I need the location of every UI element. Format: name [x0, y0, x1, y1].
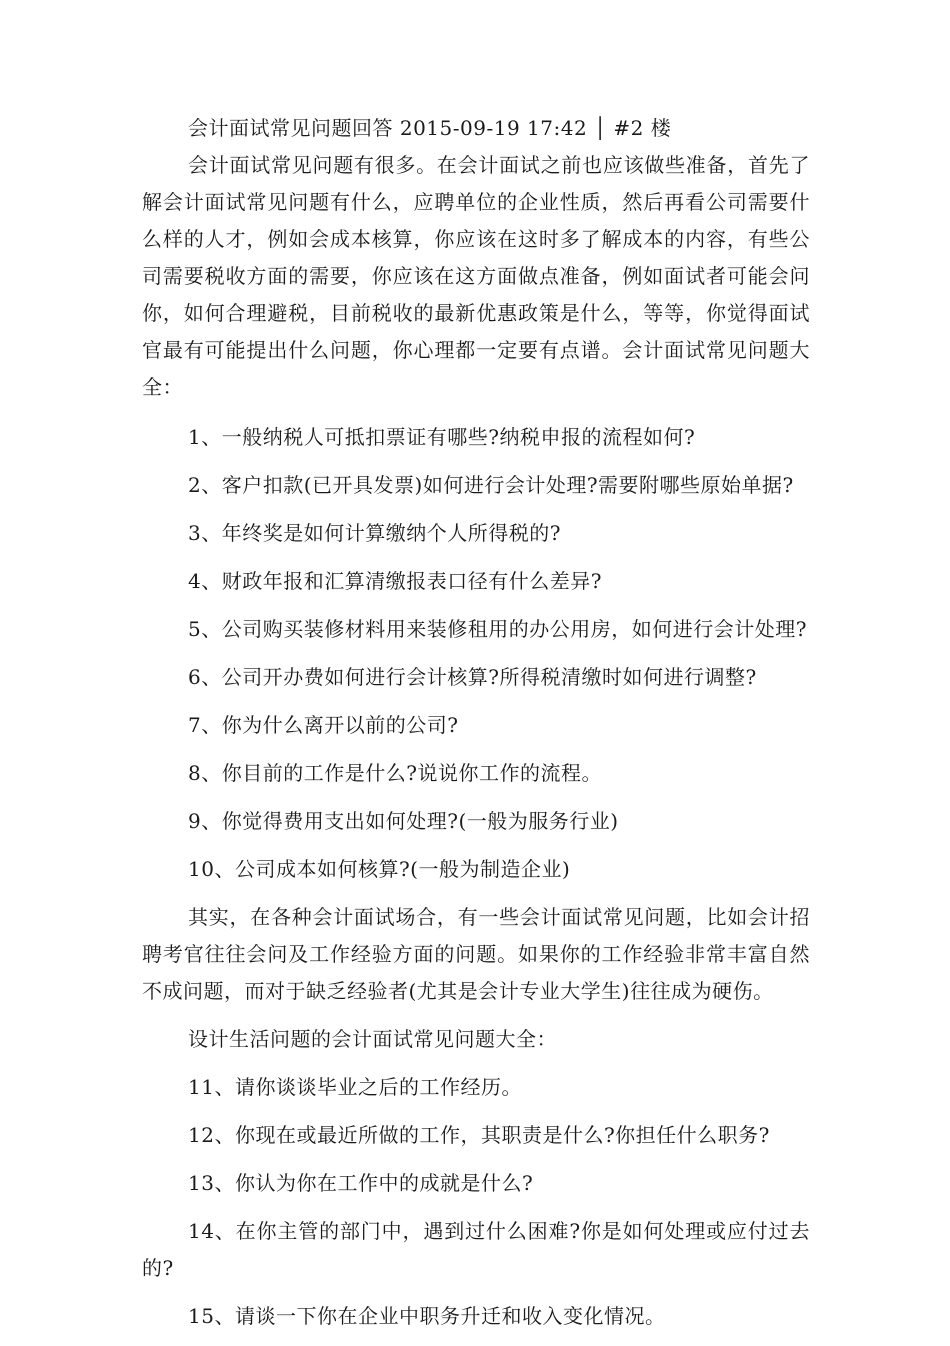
question-item: 8、你目前的工作是什么?说说你工作的流程。 — [188, 761, 602, 785]
question-item: 7、你为什么离开以前的公司? — [188, 713, 459, 737]
question-item: 10、公司成本如何核算?(一般为制造企业) — [188, 857, 571, 881]
question-item: 5、公司购买装修材料用来装修租用的办公用房，如何进行会计处理? — [188, 617, 807, 641]
intro-paragraph: 会计面试常见问题有很多。在会计面试之前也应该做些准备，首先了解会计面试常见问题有什么，应聘单位的企业性质，然后再看公司需要什么样的人才，例如会成本核算，你应该在这时多了解成本的内容，有些公司需要税收方面的需要，你应该在这方面做点准备，例如面试者可能会问你，如何合理避税，目前税收的最新优惠政策是什么，等等，你觉得面试官最有可能提出什么问题，你心理都一定要有点谱。会计面试常见问题大全： — [142, 153, 810, 399]
question-item: 14、在你主管的部门中，遇到过什么困难?你是如何处理或应付过去的? — [142, 1219, 810, 1280]
question-item: 15、请谈一下你在企业中职务升迁和收入变化情况。 — [188, 1304, 666, 1328]
question-item: 3、年终奖是如何计算缴纳个人所得税的? — [188, 521, 561, 545]
question-item: 11、请你谈谈毕业之后的工作经历。 — [188, 1075, 522, 1099]
question-item: 9、你觉得费用支出如何处理?(一般为服务行业) — [188, 809, 619, 833]
question-item: 13、你认为你在工作中的成就是什么? — [188, 1171, 534, 1195]
question-item: 1、一般纳税人可抵扣票证有哪些?纳税申报的流程如何? — [188, 425, 696, 449]
question-item: 12、你现在或最近所做的工作，其职责是什么?你担任什么职务? — [188, 1123, 770, 1147]
post-title-line: 会计面试常见问题回答 2015-09-19 17:42 │ #2 楼 — [188, 116, 672, 140]
section-heading: 设计生活问题的会计面试常见问题大全： — [188, 1027, 557, 1051]
question-item: 6、公司开办费如何进行会计核算?所得税清缴时如何进行调整? — [188, 665, 757, 689]
middle-paragraph: 其实，在各种会计面试场合，有一些会计面试常见问题，比如会计招聘考官往往会问及工作经验方面的问题。如果你的工作经验非常丰富自然不成问题，而对于缺乏经验者(尤其是会计专业大学生)往往成为硬伤。 — [142, 905, 810, 1003]
question-item: 4、财政年报和汇算清缴报表口径有什么差异? — [188, 569, 602, 593]
question-item: 2、客户扣款(已开具发票)如何进行会计处理?需要附哪些原始单据? — [188, 473, 794, 497]
document-body — [142, 110, 810, 1346]
